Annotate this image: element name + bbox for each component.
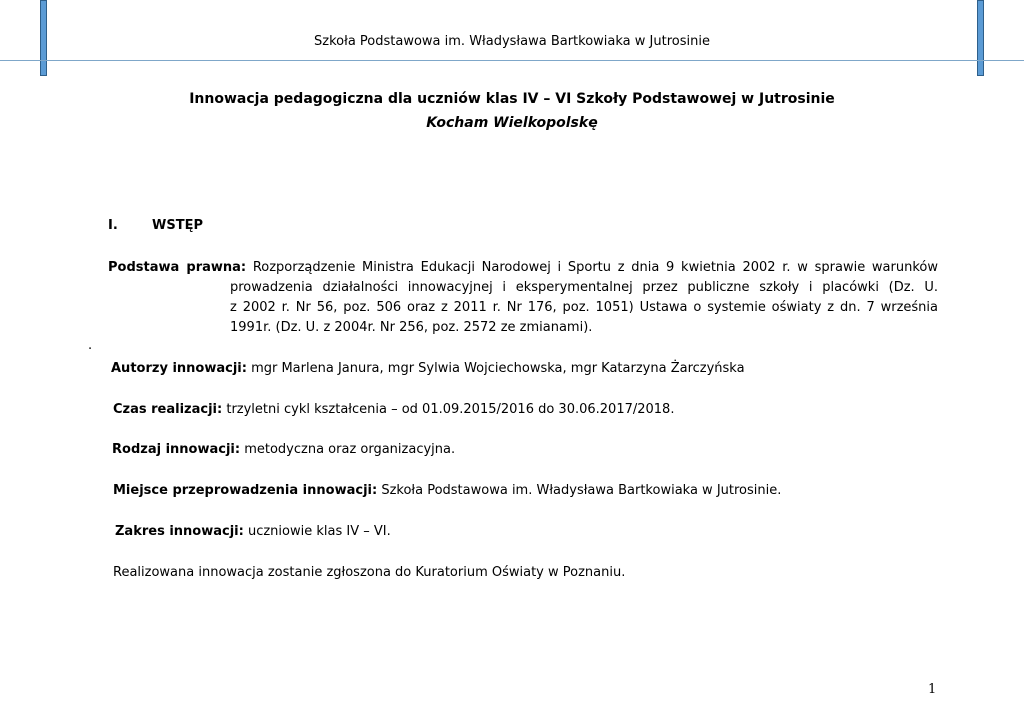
miejsce-label: Miejsce przeprowadzenia innowacji: <box>113 483 378 498</box>
page-number: 1 <box>928 682 937 697</box>
miejsce-value: Szkoła Podstawowa im. Władysława Bartkowiaka w Jutrosinie. <box>377 483 782 498</box>
document-subtitle: Kocham Wielkopolskę <box>426 115 598 131</box>
zakres-label: Zakres innowacji: <box>115 524 244 539</box>
document-title: Innowacja pedagogiczna dla uczniów klas IV – VI Szkoły Podstawowej w Jutrosinie <box>189 91 835 107</box>
podstawa-label: Podstawa prawna: <box>108 260 247 275</box>
section-number: I. <box>108 218 118 233</box>
podstawa-prawna-paragraph <box>108 258 938 338</box>
section-title: WSTĘP <box>152 218 203 233</box>
podstawa-line2: prowadzenia działalności innowacyjnej i eksperymentalnej przez publiczne szkoły i placówki (Dz. U. <box>230 280 938 295</box>
rodzaj-value: metodyczna oraz organizacyjna. <box>240 442 456 457</box>
miejsce-row <box>113 483 781 498</box>
czas-value: trzyletni cykl kształcenia – od 01.09.2015/2016 do 30.06.2017/2018. <box>222 402 675 417</box>
header-divider <box>0 60 1024 61</box>
rodzaj-row <box>112 442 455 457</box>
rodzaj-label: Rodzaj innowacji: <box>112 442 241 457</box>
czas-label: Czas realizacji: <box>113 402 223 417</box>
autorzy-label: Autorzy innowacji: <box>111 361 247 376</box>
podstawa-line3: z 2002 r. Nr 56, poz. 506 oraz z 2011 r. Nr 176, poz. 1051) Ustawa o systemie oświaty z dn. 7 września <box>230 300 938 315</box>
podstawa-first-line <box>108 258 938 278</box>
section-heading <box>108 218 203 233</box>
autorzy-value: mgr Marlena Janura, mgr Sylwia Wojciechowska, mgr Katarzyna Żarczyńska <box>246 361 745 376</box>
zgloszenie-text: Realizowana innowacja zostanie zgłoszona do Kuratorium Oświaty w Poznaniu. <box>113 565 626 580</box>
zakres-value: uczniowie klas IV – VI. <box>243 524 391 539</box>
page-header: Szkoła Podstawowa im. Władysława Bartkowiaka w Jutrosinie <box>314 34 710 49</box>
czas-row <box>113 402 674 417</box>
stray-dot: . <box>88 338 93 353</box>
zakres-row <box>115 524 391 539</box>
podstawa-line4: 1991r. (Dz. U. z 2004r. Nr 256, poz. 2572 ze zmianami). <box>230 320 593 335</box>
autorzy-row <box>111 361 745 376</box>
podstawa-line1: Rozporządzenie Ministra Edukacji Narodowej i Sportu z dnia 9 kwietnia 2002 r. w sprawie warunków <box>246 260 938 275</box>
podstawa-indented-block <box>230 278 938 338</box>
